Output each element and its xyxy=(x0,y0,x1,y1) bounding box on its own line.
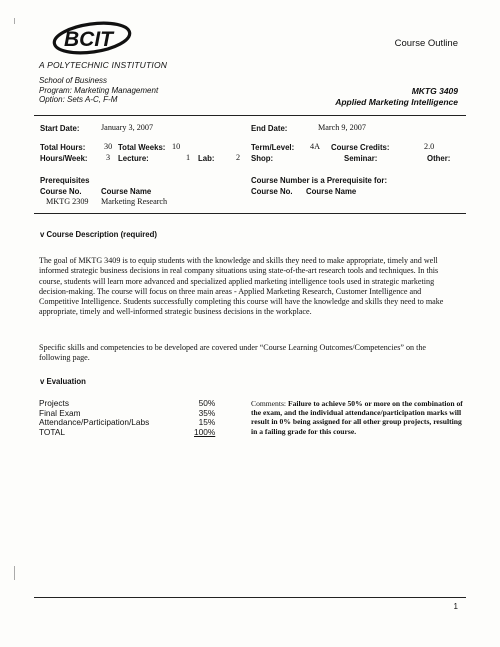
course-heading xyxy=(335,86,458,108)
lab-label: Lab: xyxy=(198,154,215,163)
eval-percent: 35% xyxy=(198,407,216,418)
end-date-value: March 9, 2007 xyxy=(318,123,366,132)
prereq-for-title: Course Number is a Prerequisite for: xyxy=(251,176,388,185)
scan-mark xyxy=(14,18,15,24)
bcit-logo xyxy=(50,20,136,58)
shop-label: Shop: xyxy=(251,154,274,163)
lab-value: 2 xyxy=(236,153,241,162)
course-credits-label: Course Credits: xyxy=(331,143,390,152)
hours-week-label: Hours/Week: xyxy=(40,154,88,163)
eval-item: TOTAL xyxy=(39,426,65,437)
eval-percent: 15% xyxy=(198,417,216,428)
document-type: Course Outline xyxy=(394,38,458,49)
course-description-heading: v Course Description (required) xyxy=(40,230,157,239)
school-block xyxy=(39,76,158,105)
course-title: Applied Marketing Intelligence xyxy=(335,97,458,107)
prereq-for-course-name-header: Course Name xyxy=(306,187,357,196)
option-sets: Option: Sets A-C, F-M xyxy=(39,95,118,104)
divider xyxy=(34,115,466,116)
table-row xyxy=(39,428,215,438)
prerequisites-title: Prerequisites xyxy=(40,176,90,185)
divider xyxy=(34,213,466,214)
competencies-note: Specific skills and competencies to be developed are covered under “Course Learning Outcomes/Competencies” on the following page. xyxy=(39,343,427,363)
lecture-value: 1 xyxy=(186,153,191,162)
total-weeks-value: 10 xyxy=(172,142,181,151)
total-hours-value: 30 xyxy=(104,142,113,151)
prereq-course-name-header: Course Name xyxy=(101,187,152,196)
prereq-for-course-no-header: Course No. xyxy=(251,187,293,196)
total-hours-label: Total Hours: xyxy=(40,143,86,152)
prereq-course-no-header: Course No. xyxy=(40,187,82,196)
start-date-label: Start Date: xyxy=(40,124,80,133)
seminar-label: Seminar: xyxy=(344,154,378,163)
total-weeks-label: Total Weeks: xyxy=(118,143,166,152)
eval-item: Final Exam xyxy=(39,407,81,418)
program-name: Program: Marketing Management xyxy=(39,85,159,95)
other-label: Other: xyxy=(427,154,451,163)
lecture-label: Lecture: xyxy=(118,154,149,163)
page-number: 1 xyxy=(453,602,458,611)
evaluation-comment xyxy=(251,399,466,436)
course-code: MKTG 3409 xyxy=(411,86,458,96)
evaluation-heading: v Evaluation xyxy=(40,377,86,386)
table-row xyxy=(39,418,215,428)
hours-week-value: 3 xyxy=(106,153,111,162)
term-level-label: Term/Level: xyxy=(251,143,295,152)
school-name: School of Business xyxy=(39,76,108,85)
eval-item: Attendance/Participation/Labs xyxy=(39,417,150,428)
end-date-label: End Date: xyxy=(251,124,288,133)
course-credits-value: 2.0 xyxy=(424,142,435,151)
evaluation-table xyxy=(39,399,215,437)
prereq-course-no: MKTG 2309 xyxy=(46,197,89,206)
institution-tagline: A POLYTECHNIC INSTITUTION xyxy=(39,60,168,70)
comment-text: Failure to achieve 50% or more on the combination of the exam, and the individual attendance/participation marks will result in 0% being assigned for all other group projects, resulting in a failing grade for this course. xyxy=(251,399,463,436)
logo-text: BCIT xyxy=(64,28,113,51)
eval-percent: 50% xyxy=(198,398,216,408)
course-description-paragraph: The goal of MKTG 3409 is to equip students with the knowledge and skills they need to make appropriate, timely and well informed strategic business decisions in real company situations using state-of-the-art research tools and techniques. In this course, students will learn more advanced and specialized applied marketing intelligence tools used in strategic marketing decision-making. The course will focus on three main areas - Applied Marketing Research, Customer Intelligence and Competitive Intelligence. Students successfully completing this course will have the knowledge and skills they need to make appropriate, timely and well-informed strategic business decisions in the workplace. xyxy=(39,256,444,317)
footer-divider xyxy=(34,597,466,598)
term-level-value: 4A xyxy=(310,142,321,151)
comment-label: Comments: xyxy=(251,399,287,408)
start-date-value: January 3, 2007 xyxy=(101,123,154,132)
scan-mark xyxy=(14,566,15,580)
eval-percent: 100% xyxy=(194,426,216,437)
prereq-course-name: Marketing Research xyxy=(101,197,168,206)
eval-item: Projects xyxy=(39,398,69,408)
